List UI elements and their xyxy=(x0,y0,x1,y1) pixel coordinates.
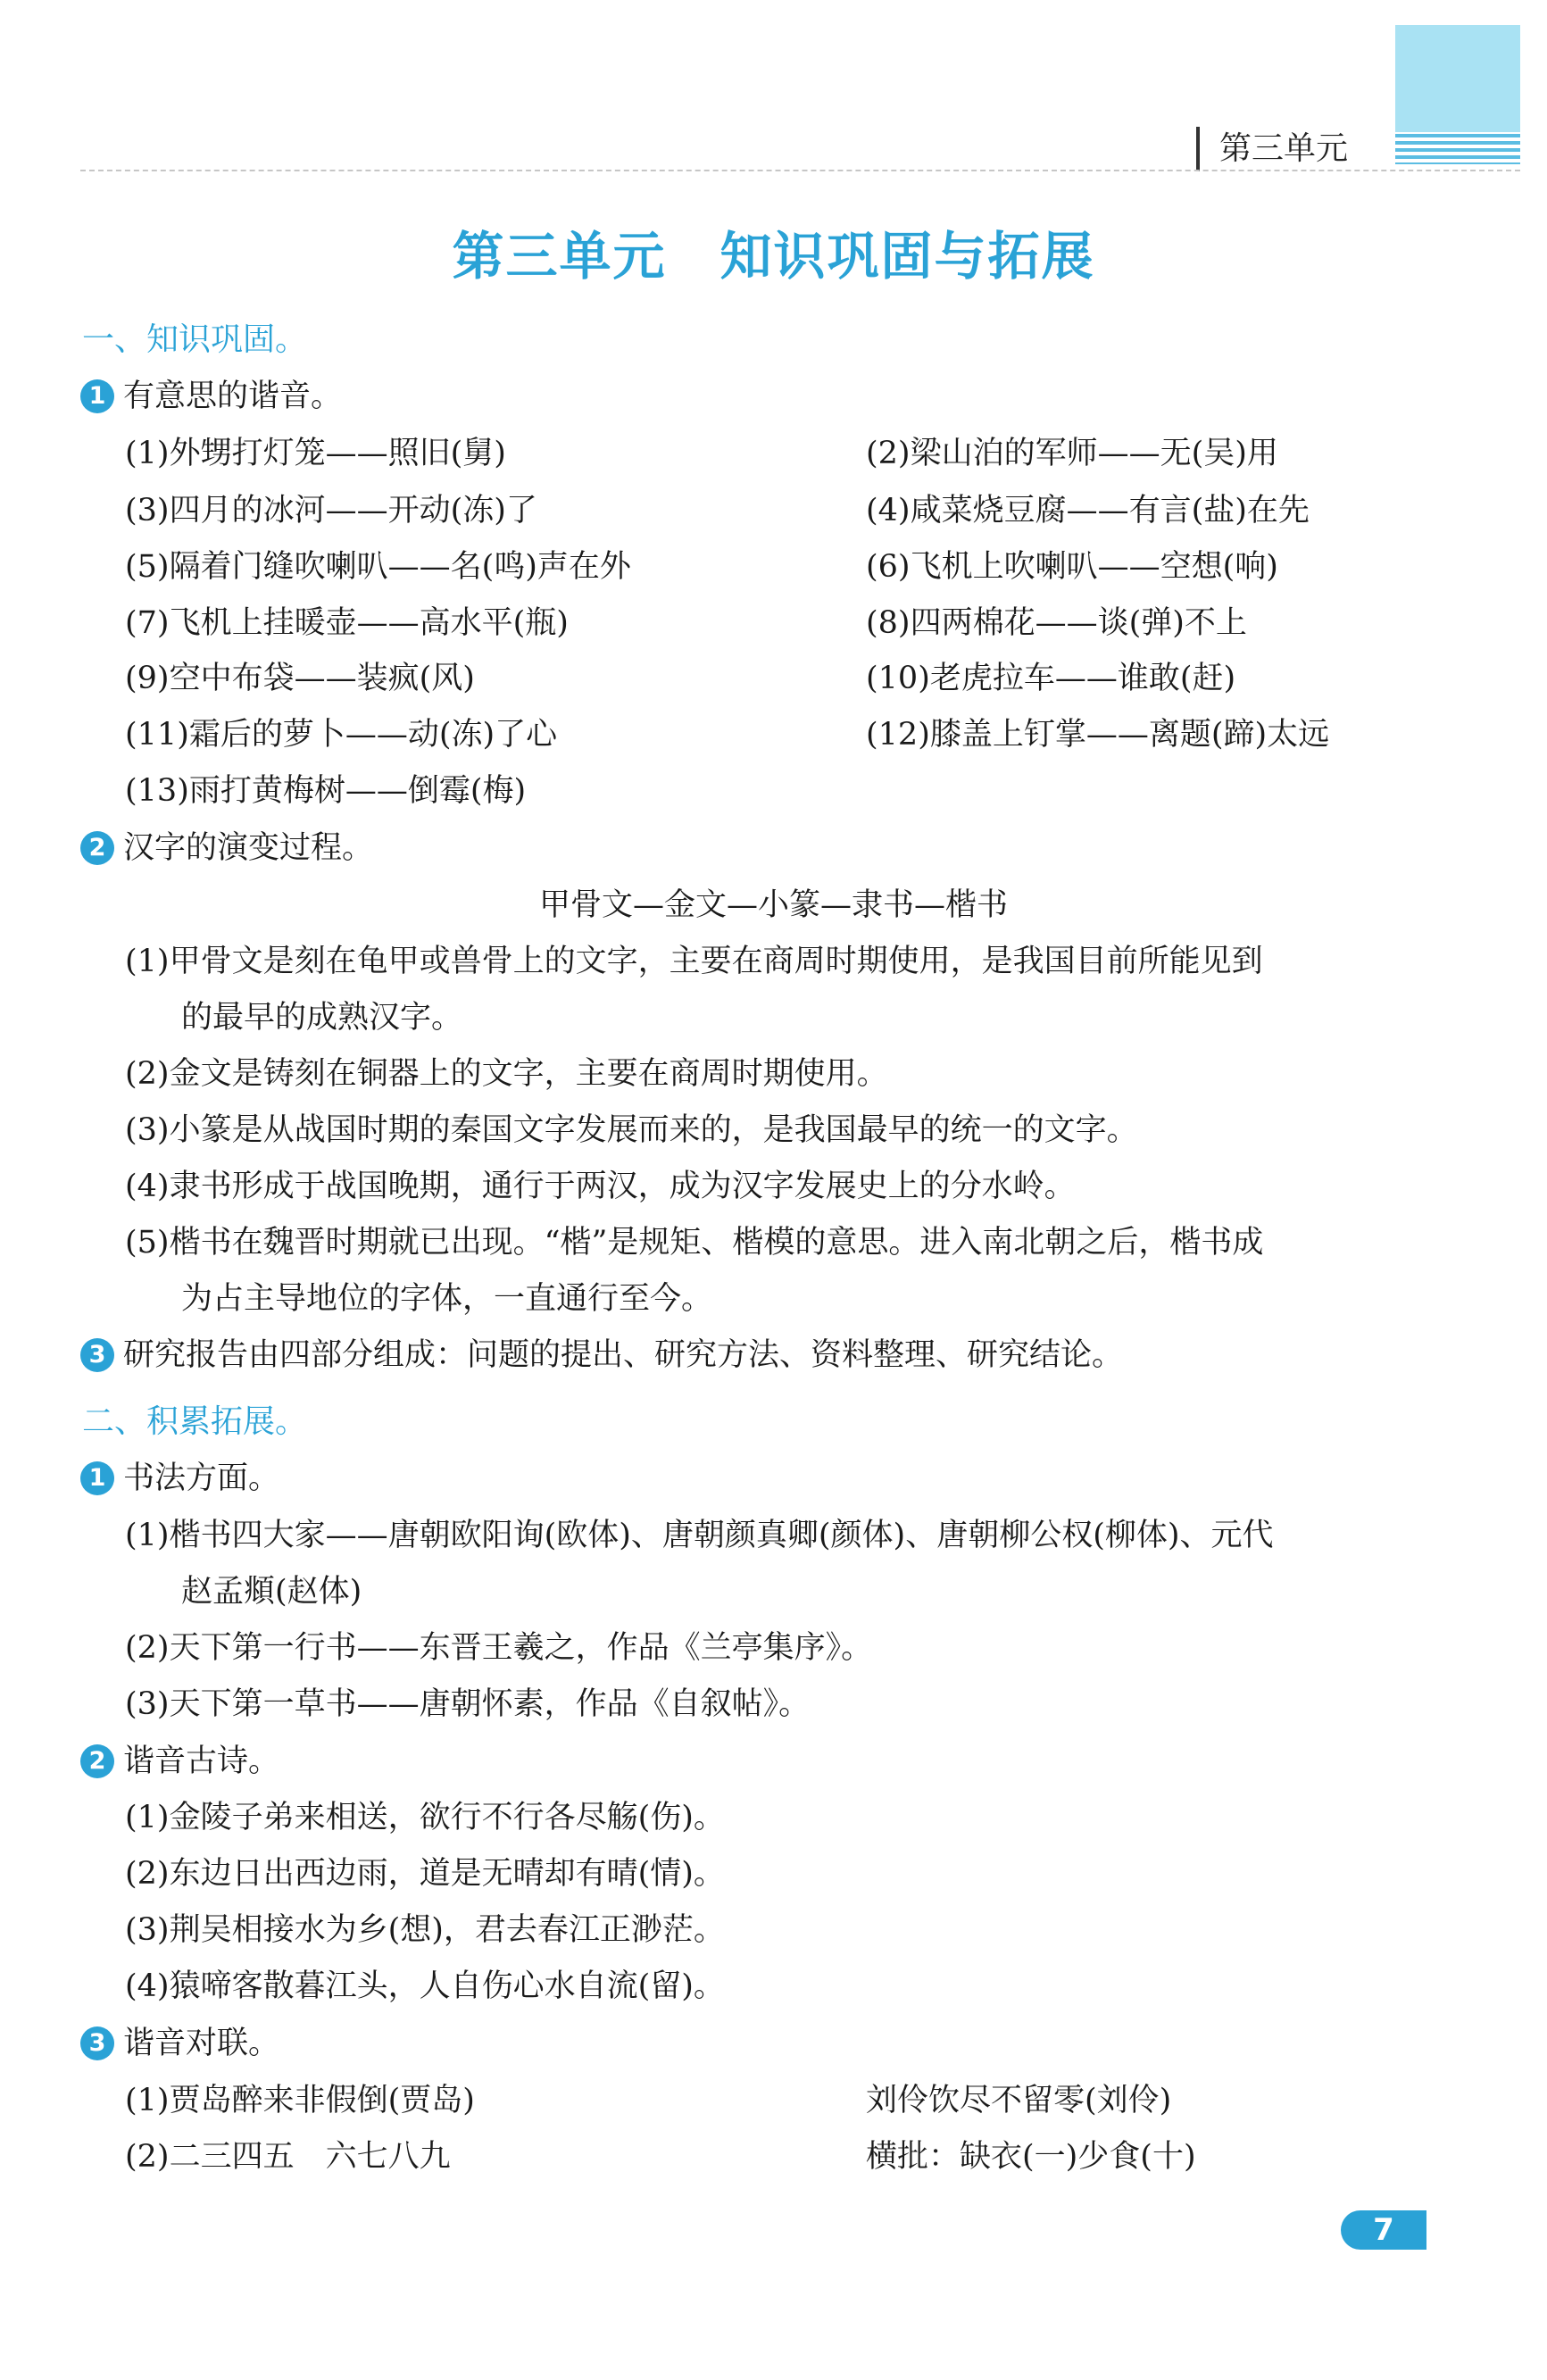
header-divider xyxy=(80,170,1520,171)
question-number-badge: 2 xyxy=(80,831,114,865)
question-2-1 xyxy=(80,1459,279,1498)
question-1-2 xyxy=(80,828,373,868)
running-header: 第三单元 xyxy=(1196,127,1348,171)
question-text: 书法方面。 xyxy=(123,1460,280,1496)
question-2-3 xyxy=(80,2024,279,2063)
list-item: (2)东边日出西边雨，道是无晴却有晴(情)。 xyxy=(125,1856,725,1892)
question-text: 谐音对联。 xyxy=(123,2026,280,2061)
list-item: 刘伶饮尽不留零(刘伶) xyxy=(866,2083,1172,2118)
list-item: (3)小篆是从战国时期的秦国文字发展而来的，是我国最早的统一的文字。 xyxy=(125,1112,1138,1148)
question-number-badge: 1 xyxy=(80,379,114,413)
question-number-badge: 2 xyxy=(80,1744,114,1778)
list-item: (7)飞机上挂暖壶——高水平(瓶) xyxy=(125,605,569,641)
list-item: (12)膝盖上钉掌——离题(蹄)太远 xyxy=(866,717,1330,753)
question-text: 研究报告由四部分组成：问题的提出、研究方法、资料整理、研究结论。 xyxy=(123,1337,1124,1373)
question-text: 有意思的谐音。 xyxy=(123,379,343,414)
list-item: (1)甲骨文是刻在龟甲或兽骨上的文字，主要在商周时期使用，是我国目前所能见到 xyxy=(125,944,1263,979)
list-item: (1)贾岛醉来非假倒(贾岛) xyxy=(125,2083,475,2118)
list-item: (4)猿啼客散暮江头，人自伤心水自流(留)。 xyxy=(125,1968,725,2004)
list-item: (11)霜后的萝卜——动(冻)了心 xyxy=(125,717,558,753)
section-heading-2: 二、积累拓展。 xyxy=(82,1403,308,1440)
corner-tab xyxy=(1395,25,1520,132)
list-item: 横批：缺衣(一)少食(十) xyxy=(866,2139,1196,2175)
page-number: 7 xyxy=(1341,2210,1426,2250)
list-item: (1)外甥打灯笼——照旧(舅) xyxy=(125,436,506,471)
list-item: (1)楷书四大家——唐朝欧阳询(欧体)、唐朝颜真卿(颜体)、唐朝柳公权(柳体)、元代 xyxy=(125,1518,1274,1553)
question-text: 谐音古诗。 xyxy=(123,1743,280,1779)
list-item: (3)四月的冰河——开动(冻)了 xyxy=(125,493,537,528)
list-item: (13)雨打黄梅树——倒霉(梅) xyxy=(125,773,527,809)
list-item: (6)飞机上吹喇叭——空想(响) xyxy=(866,549,1278,585)
list-item: (9)空中布袋——装疯(风) xyxy=(125,661,475,696)
question-1-3 xyxy=(80,1336,1123,1375)
question-2-2 xyxy=(80,1742,279,1781)
list-item: (1)金陵子弟来相送，欲行不行各尽觞(伤)。 xyxy=(125,1800,725,1835)
list-item: (5)楷书在魏晋时期就已出现。“楷”是规矩、楷模的意思。进入南北朝之后，楷书成 xyxy=(125,1225,1264,1261)
question-1-1 xyxy=(80,377,342,416)
list-item-continuation: 的最早的成熟汉字。 xyxy=(181,1000,463,1036)
list-item: (3)天下第一草书——唐朝怀素，作品《自叙帖》。 xyxy=(125,1686,811,1722)
evolution-sequence: 甲骨文—金文—小篆—隶书—楷书 xyxy=(538,887,1008,923)
question-number-badge: 1 xyxy=(80,1461,114,1495)
list-item: (2)梁山泊的军师——无(吴)用 xyxy=(866,436,1278,471)
list-item: (4)咸菜烧豆腐——有言(盐)在先 xyxy=(866,493,1310,528)
list-item: (2)金文是铸刻在铜器上的文字，主要在商周时期使用。 xyxy=(125,1056,888,1092)
list-item: (4)隶书形成于战国晚期，通行于两汉，成为汉字发展史上的分水岭。 xyxy=(125,1169,1076,1204)
header-stripes xyxy=(1395,134,1520,164)
question-number-badge: 3 xyxy=(80,2026,114,2060)
page-title: 第三单元 知识巩固与拓展 xyxy=(452,226,1095,287)
section-heading-1: 一、知识巩固。 xyxy=(82,321,308,358)
list-item: (8)四两棉花——谈(弹)不上 xyxy=(866,605,1247,641)
question-number-badge: 3 xyxy=(80,1338,114,1372)
question-text: 汉字的演变过程。 xyxy=(123,830,374,866)
list-item: (5)隔着门缝吹喇叭——名(鸣)声在外 xyxy=(125,549,631,585)
list-item: (3)荆吴相接水为乡(想)，君去春江正渺茫。 xyxy=(125,1912,725,1948)
list-item: (10)老虎拉车——谁敢(赶) xyxy=(866,661,1236,696)
list-item-continuation: 赵孟頫(赵体) xyxy=(181,1574,362,1610)
list-item-continuation: 为占主导地位的字体，一直通行至今。 xyxy=(181,1281,713,1317)
list-item: (2)二三四五 六七八九 xyxy=(125,2139,451,2175)
list-item: (2)天下第一行书——东晋王羲之，作品《兰亭集序》。 xyxy=(125,1630,873,1666)
